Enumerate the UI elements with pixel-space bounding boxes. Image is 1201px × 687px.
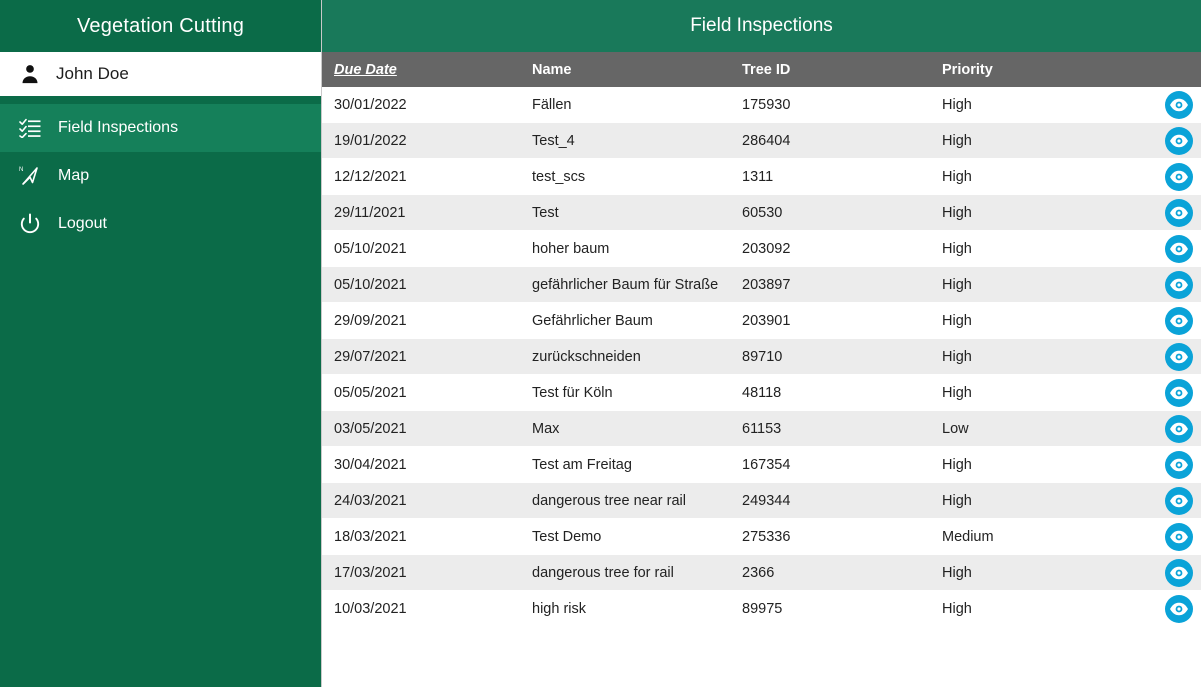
table-row[interactable]: [322, 195, 1201, 231]
cell-actions: [1142, 127, 1201, 155]
cell-due-date: 12/12/2021: [334, 168, 407, 185]
cell-name: Test am Freitag: [532, 456, 632, 473]
table-row[interactable]: [322, 519, 1201, 555]
eye-icon: [1169, 458, 1189, 472]
sidebar-item-logout[interactable]: [0, 200, 321, 248]
table-row[interactable]: [322, 411, 1201, 447]
view-details-button[interactable]: [1165, 595, 1193, 623]
eye-icon: [1169, 170, 1189, 184]
cell-tree-id: 89710: [742, 348, 783, 365]
list-check-icon: [18, 116, 42, 140]
sidebar-filler: [0, 248, 321, 687]
eye-icon: [1169, 530, 1189, 544]
app-brand-title: Vegetation Cutting: [0, 0, 321, 52]
view-details-button[interactable]: [1165, 523, 1193, 551]
cell-name: Test Demo: [532, 528, 602, 545]
view-details-button[interactable]: [1165, 163, 1193, 191]
cell-priority: High: [942, 492, 972, 509]
cell-tree-id: 167354: [742, 456, 791, 473]
cell-tree-id: 249344: [742, 492, 791, 509]
cell-priority: High: [942, 456, 972, 473]
column-header-due-date[interactable]: Due Date: [334, 61, 397, 78]
inspections-table: [322, 87, 1201, 687]
cell-due-date: 03/05/2021: [334, 420, 407, 437]
cell-name: dangerous tree near rail: [532, 492, 686, 509]
cell-due-date: 29/11/2021: [334, 204, 406, 221]
view-details-button[interactable]: [1165, 235, 1193, 263]
cell-name: gefährlicher Baum für Straße: [532, 276, 719, 293]
eye-icon: [1169, 134, 1189, 148]
cell-priority: High: [942, 312, 972, 329]
eye-icon: [1169, 242, 1189, 256]
column-header-priority[interactable]: Priority: [942, 61, 993, 78]
cell-name: Fällen: [532, 96, 572, 113]
cell-actions: [1142, 91, 1201, 119]
sidebar-item-label: Logout: [58, 215, 107, 232]
cell-due-date: 30/04/2021: [334, 456, 407, 473]
cell-priority: High: [942, 348, 972, 365]
cell-priority: High: [942, 276, 972, 293]
cell-due-date: 18/03/2021: [334, 528, 407, 545]
view-details-button[interactable]: [1165, 127, 1193, 155]
cell-tree-id: 60530: [742, 204, 783, 221]
cell-name: hoher baum: [532, 240, 610, 257]
cell-priority: High: [942, 132, 972, 149]
cell-actions: [1142, 379, 1201, 407]
sidebar: [0, 0, 321, 687]
cell-actions: [1142, 595, 1201, 623]
svg-text:N: N: [19, 167, 24, 173]
cell-due-date: 24/03/2021: [334, 492, 407, 509]
table-row[interactable]: [322, 87, 1201, 123]
table-row[interactable]: [322, 555, 1201, 591]
eye-icon: [1169, 206, 1189, 220]
cell-priority: High: [942, 168, 972, 185]
cell-name: Test_4: [532, 132, 575, 149]
cell-due-date: 10/03/2021: [334, 600, 407, 617]
cell-actions: [1142, 487, 1201, 515]
page-title: Field Inspections: [322, 0, 1201, 52]
cell-priority: High: [942, 240, 972, 257]
column-header-name[interactable]: Name: [532, 61, 572, 78]
current-user-name: John Doe: [56, 64, 129, 83]
eye-icon: [1169, 566, 1189, 580]
view-details-button[interactable]: [1165, 307, 1193, 335]
cell-priority: High: [942, 96, 972, 113]
cell-actions: [1142, 271, 1201, 299]
cell-priority: High: [942, 564, 972, 581]
view-details-button[interactable]: [1165, 199, 1193, 227]
sidebar-item-field-inspections[interactable]: [0, 104, 321, 152]
table-row[interactable]: [322, 159, 1201, 195]
view-details-button[interactable]: [1165, 271, 1193, 299]
sidebar-nav: [0, 96, 321, 248]
cell-tree-id: 175930: [742, 96, 791, 113]
cell-name: Test: [532, 204, 559, 221]
table-row[interactable]: [322, 483, 1201, 519]
view-details-button[interactable]: [1165, 487, 1193, 515]
cell-name: Max: [532, 420, 560, 437]
cell-due-date: 19/01/2022: [334, 132, 407, 149]
cell-due-date: 05/05/2021: [334, 384, 407, 401]
cell-due-date: 05/10/2021: [334, 276, 407, 293]
main-panel: [321, 0, 1201, 687]
cell-tree-id: 203092: [742, 240, 791, 257]
cell-priority: High: [942, 600, 972, 617]
eye-icon: [1169, 602, 1189, 616]
cell-due-date: 29/07/2021: [334, 348, 407, 365]
cell-tree-id: 286404: [742, 132, 791, 149]
cell-due-date: 05/10/2021: [334, 240, 407, 257]
eye-icon: [1169, 386, 1189, 400]
table-header-row: [322, 52, 1201, 87]
view-details-button[interactable]: [1165, 343, 1193, 371]
table-row[interactable]: [322, 303, 1201, 339]
cell-actions: [1142, 523, 1201, 551]
table-row[interactable]: [322, 339, 1201, 375]
eye-icon: [1169, 314, 1189, 328]
cell-actions: [1142, 451, 1201, 479]
cell-tree-id: 275336: [742, 528, 791, 545]
cell-actions: [1142, 163, 1201, 191]
cell-actions: [1142, 199, 1201, 227]
cell-tree-id: 61153: [742, 420, 782, 437]
current-user[interactable]: [0, 52, 321, 96]
table-row[interactable]: [322, 375, 1201, 411]
cell-tree-id: 89975: [742, 600, 783, 617]
cell-name: dangerous tree for rail: [532, 564, 674, 581]
column-header-tree-id[interactable]: Tree ID: [742, 61, 791, 78]
cell-priority: Medium: [942, 528, 994, 545]
cell-actions: [1142, 415, 1201, 443]
cell-name: Test für Köln: [532, 384, 613, 401]
eye-icon: [1169, 350, 1189, 364]
view-details-button[interactable]: [1165, 379, 1193, 407]
view-details-button[interactable]: [1165, 91, 1193, 119]
eye-icon: [1169, 278, 1189, 292]
table-row[interactable]: [322, 231, 1201, 267]
view-details-button[interactable]: [1165, 451, 1193, 479]
cell-priority: High: [942, 204, 972, 221]
compass-icon: [18, 164, 42, 188]
cell-name: test_scs: [532, 168, 586, 185]
cell-actions: [1142, 235, 1201, 263]
cell-tree-id: 2366: [742, 564, 775, 581]
cell-tree-id: 203901: [742, 312, 791, 329]
cell-actions: [1142, 559, 1201, 587]
power-icon: [18, 212, 42, 236]
sidebar-item-label: Map: [58, 167, 90, 184]
table-row[interactable]: [322, 267, 1201, 303]
person-icon: [18, 62, 42, 86]
eye-icon: [1169, 422, 1189, 436]
cell-actions: [1142, 343, 1201, 371]
cell-actions: [1142, 307, 1201, 335]
cell-tree-id: 48118: [742, 384, 782, 401]
cell-name: Gefährlicher Baum: [532, 312, 653, 329]
table-row[interactable]: [322, 123, 1201, 159]
view-details-button[interactable]: [1165, 415, 1193, 443]
cell-due-date: 29/09/2021: [334, 312, 407, 329]
cell-due-date: 17/03/2021: [334, 564, 407, 581]
cell-tree-id: 203897: [742, 276, 791, 293]
cell-due-date: 30/01/2022: [334, 96, 407, 113]
cell-name: high risk: [532, 600, 586, 617]
cell-tree-id: 1311: [742, 168, 774, 185]
view-details-button[interactable]: [1165, 559, 1193, 587]
cell-priority: High: [942, 384, 972, 401]
cell-priority: Low: [942, 420, 969, 437]
eye-icon: [1169, 494, 1189, 508]
eye-icon: [1169, 98, 1189, 112]
sidebar-item-map[interactable]: [0, 152, 321, 200]
table-row[interactable]: [322, 447, 1201, 483]
cell-name: zurückschneiden: [532, 348, 641, 365]
sidebar-item-label: Field Inspections: [58, 119, 179, 136]
table-row[interactable]: [322, 591, 1201, 627]
